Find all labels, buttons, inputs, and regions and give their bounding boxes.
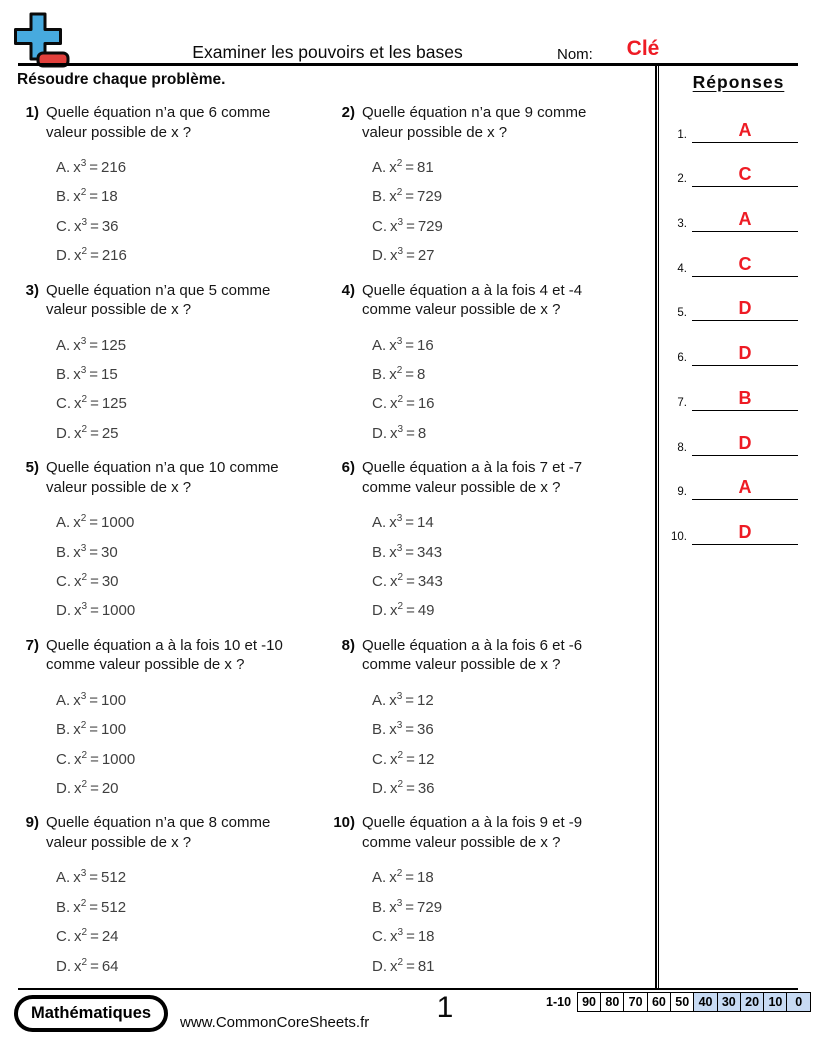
choice-equation: $x^2 = 1000$ <box>73 513 135 532</box>
problem-question: Quelle équation a à la fois 6 et -6 comme valeur possible de x ? <box>362 636 583 674</box>
instruction-text: Résoudre chaque problème. <box>17 71 226 88</box>
choice-label: C. <box>372 573 387 590</box>
problem-number: 9) <box>25 814 39 832</box>
choice-label: B. <box>56 188 71 206</box>
choice-label: A. <box>372 336 387 354</box>
answer-number: 3. <box>677 218 687 231</box>
answer-number: 7. <box>677 396 687 409</box>
answer-choice <box>372 417 648 446</box>
problem-number: 10) <box>333 814 355 832</box>
answer-choice <box>56 950 332 979</box>
answer-choice <box>372 565 648 594</box>
choice-label: C. <box>56 573 71 590</box>
choice-equation: $x^2 = 81$ <box>389 158 434 176</box>
choice-label: A. <box>372 514 387 532</box>
page-number: 1 <box>436 991 454 1024</box>
answer-row <box>661 143 816 188</box>
answer-choice <box>56 506 332 535</box>
problem-question: Quelle équation n’a que 9 comme valeur possible de x ? <box>362 104 587 141</box>
answer-choice <box>372 684 648 713</box>
choice-equation: $x^3 = 12$ <box>389 690 434 709</box>
problem-number: 3) <box>25 281 39 299</box>
problem-question: Quelle équation n’a que 10 comme valeur possible de x ? <box>46 459 279 496</box>
answer-choice <box>372 210 648 239</box>
problem-number: 7) <box>25 636 39 654</box>
choice-label: D. <box>56 424 71 442</box>
choice-label: D. <box>56 247 71 265</box>
answer-number: 5. <box>677 307 687 320</box>
choice-equation: $x^3 = 125$ <box>73 335 127 354</box>
score-cell: 90 <box>577 992 602 1012</box>
problem <box>332 636 648 814</box>
choice-equation: $x^3 = 343$ <box>389 542 443 561</box>
choice-equation: $x^2 = 18$ <box>389 868 434 887</box>
problem-question: Quelle équation a à la fois 9 et -9 comme valeur possible de x ? <box>362 814 583 851</box>
answer-value: B <box>692 387 798 411</box>
answer-row <box>661 366 816 411</box>
answer-choice <box>372 239 648 268</box>
problem-choices <box>372 684 648 802</box>
answer-number: 2. <box>677 173 687 186</box>
choice-label: C. <box>56 395 71 413</box>
answer-row <box>661 321 816 366</box>
score-cell: 40 <box>693 992 718 1012</box>
answer-value: C <box>692 253 798 277</box>
choice-label: B. <box>372 366 387 383</box>
score-cell: 0 <box>786 992 811 1012</box>
answer-value: A <box>692 476 798 500</box>
problem-body <box>46 281 332 447</box>
choice-equation: $x^3 = 15$ <box>73 365 118 383</box>
choice-label: D. <box>372 424 387 442</box>
choice-equation: $x^2 = 64$ <box>74 956 119 975</box>
answer-choice <box>372 594 648 623</box>
answer-choice <box>372 950 648 979</box>
answer-number: 8. <box>677 441 687 454</box>
choice-equation: $x^2 = 20$ <box>74 779 119 797</box>
answer-value: D <box>692 297 798 321</box>
problem <box>332 813 648 991</box>
answer-choice <box>56 713 332 742</box>
answer-choice <box>56 387 332 416</box>
choice-equation: $x^3 = 27$ <box>390 246 435 265</box>
answer-choice <box>56 329 332 358</box>
worksheet-title: Examiner les pouvoirs et les bases <box>192 42 463 62</box>
problem-choices <box>56 861 332 979</box>
score-cell: 10 <box>763 992 788 1012</box>
answer-choice <box>56 536 332 565</box>
answer-choice <box>372 772 648 801</box>
problem-number: 4) <box>341 281 355 299</box>
choice-equation: $x^3 = 216$ <box>73 158 127 176</box>
choice-label: D. <box>372 247 387 265</box>
problems-grid <box>16 103 648 991</box>
choice-label: A. <box>56 514 71 532</box>
choice-equation: $x^3 = 729$ <box>390 216 443 235</box>
problem <box>16 103 332 281</box>
choice-label: A. <box>372 869 387 887</box>
score-range-label: 1-10 <box>546 995 572 1009</box>
choice-label: A. <box>56 691 71 709</box>
choice-label: B. <box>56 543 71 561</box>
problem-choices <box>56 684 332 802</box>
subject-badge <box>14 995 168 1032</box>
choice-equation: $x^2 = 36$ <box>390 779 435 797</box>
choice-label: A. <box>372 159 387 176</box>
score-cell: 80 <box>600 992 625 1012</box>
choice-equation: $x^3 = 100$ <box>73 690 127 709</box>
choice-label: C. <box>56 217 71 235</box>
answer-number: 10. <box>671 530 687 543</box>
problem-body <box>362 458 648 624</box>
answer-choice <box>56 861 332 890</box>
choice-label: D. <box>56 602 71 620</box>
answer-number: 9. <box>677 486 687 499</box>
choice-label: D. <box>56 957 71 975</box>
problem-choices <box>372 151 648 269</box>
answer-choice <box>56 772 332 801</box>
choice-equation: $x^2 = 81$ <box>390 956 435 975</box>
answer-choice <box>372 891 648 920</box>
problem-body <box>362 281 648 447</box>
answer-number: 4. <box>677 262 687 275</box>
answer-value: D <box>692 432 798 456</box>
answer-number: 1. <box>677 128 687 141</box>
problem-choices <box>372 506 648 624</box>
choice-label: A. <box>372 691 387 709</box>
score-cell: 30 <box>717 992 742 1012</box>
answer-row <box>661 456 816 501</box>
problem-question: Quelle équation a à la fois 7 et -7 comme valeur possible de x ? <box>362 459 583 496</box>
answer-choice <box>56 239 332 268</box>
answers-divider <box>655 66 659 989</box>
answer-choice <box>56 594 332 623</box>
score-cell: 60 <box>647 992 672 1012</box>
choice-label: A. <box>56 159 71 176</box>
choice-label: D. <box>372 602 387 620</box>
problem-body <box>362 636 648 802</box>
choice-equation: $x^2 = 49$ <box>390 601 435 620</box>
problem-body <box>46 636 332 802</box>
choice-equation: $x^2 = 100$ <box>73 720 127 739</box>
choice-label: A. <box>56 336 71 354</box>
problem-choices <box>56 329 332 447</box>
score-cells <box>578 992 811 1012</box>
answer-choice <box>372 920 648 949</box>
problem <box>332 103 648 281</box>
choice-label: D. <box>372 957 387 975</box>
problem <box>16 636 332 814</box>
problem-body <box>46 103 332 269</box>
answer-row <box>661 232 816 277</box>
choice-label: B. <box>372 188 387 206</box>
answer-choice <box>56 920 332 949</box>
answer-choice <box>372 180 648 209</box>
problem-question: Quelle équation a à la fois 4 et -4 comme valeur possible de x ? <box>362 281 583 319</box>
answer-choice <box>372 358 648 387</box>
choice-label: C. <box>372 395 387 413</box>
answer-choice <box>372 713 648 742</box>
answer-value: D <box>692 521 798 545</box>
problem-choices <box>372 329 648 447</box>
problem-question: Quelle équation n’a que 5 comme valeur possible de x ? <box>46 281 271 319</box>
problem-question: Quelle équation n’a que 8 comme valeur possible de x ? <box>46 814 271 851</box>
choice-label: C. <box>372 217 387 235</box>
score-cell: 20 <box>740 992 765 1012</box>
choice-equation: $x^3 = 30$ <box>73 542 118 561</box>
choice-equation: $x^3 = 36$ <box>74 216 119 235</box>
score-cell: 50 <box>670 992 695 1012</box>
name-value: Clé <box>626 37 660 60</box>
choice-label: C. <box>372 750 387 768</box>
problem-number: 8) <box>341 636 355 654</box>
choice-label: D. <box>372 780 387 797</box>
choice-equation: $x^2 = 512$ <box>73 897 127 916</box>
choice-equation: $x^3 = 36$ <box>389 720 434 739</box>
problem-body <box>46 458 332 624</box>
problem-number: 5) <box>25 459 39 477</box>
answer-row <box>661 277 816 322</box>
subject-badge-label: Mathématiques <box>18 999 164 1028</box>
choice-equation: $x^3 = 16$ <box>389 335 434 354</box>
choice-equation: $x^2 = 1000$ <box>74 749 136 768</box>
problem-number: 2) <box>341 104 355 121</box>
answer-choice <box>56 210 332 239</box>
problem-question: Quelle équation a à la fois 10 et -10 comme valeur possible de x ? <box>46 636 283 674</box>
answer-choice <box>56 151 332 180</box>
answers-panel <box>661 66 816 545</box>
choice-equation: $x^2 = 24$ <box>74 927 119 946</box>
choice-equation: $x^2 = 18$ <box>73 187 118 206</box>
choice-equation: $x^2 = 30$ <box>74 572 119 590</box>
choice-equation: $x^2 = 8$ <box>389 365 426 383</box>
answer-value: A <box>692 119 798 143</box>
problem-number: 1) <box>25 104 39 121</box>
answer-choice <box>372 861 648 890</box>
score-cell: 70 <box>623 992 648 1012</box>
problem <box>16 281 332 459</box>
choice-label: B. <box>372 543 387 561</box>
answer-choice <box>372 506 648 535</box>
choice-equation: $x^2 = 216$ <box>74 246 127 265</box>
answer-choice <box>56 417 332 446</box>
footer-rule <box>18 988 798 990</box>
answer-choice <box>56 684 332 713</box>
answer-choice <box>56 891 332 920</box>
answer-value: A <box>692 208 798 232</box>
answer-value: D <box>692 342 798 366</box>
choice-equation: $x^2 = 125$ <box>74 394 127 413</box>
choice-label: B. <box>56 898 71 916</box>
choice-equation: $x^2 = 343$ <box>390 572 443 590</box>
answer-choice <box>56 180 332 209</box>
choice-equation: $x^3 = 8$ <box>390 423 427 442</box>
choice-equation: $x^3 = 512$ <box>73 868 127 887</box>
problem <box>16 458 332 636</box>
problem-body <box>362 813 648 979</box>
choice-equation: $x^3 = 18$ <box>390 927 435 946</box>
problem-choices <box>372 861 648 979</box>
answer-choice <box>372 329 648 358</box>
answer-row <box>661 500 816 545</box>
answer-row <box>661 411 816 456</box>
answer-choice <box>372 151 648 180</box>
answer-row <box>661 98 816 143</box>
choice-equation: $x^2 = 16$ <box>390 394 435 413</box>
choice-equation: $x^2 = 12$ <box>390 749 435 768</box>
answer-value: C <box>692 163 798 187</box>
choice-equation: $x^2 = 25$ <box>74 423 119 442</box>
choice-equation: $x^3 = 14$ <box>389 513 434 532</box>
website-url: www.CommonCoreSheets.fr <box>180 1014 370 1031</box>
choice-label: B. <box>372 721 387 739</box>
choice-label: C. <box>56 750 71 768</box>
answers-list <box>661 98 816 545</box>
problem-body <box>362 103 648 269</box>
choice-equation: $x^3 = 1000$ <box>74 601 136 620</box>
choice-label: B. <box>372 898 387 916</box>
problem <box>332 281 648 459</box>
choice-label: A. <box>56 869 71 887</box>
name-label: Nom: <box>557 46 593 63</box>
answer-choice <box>372 536 648 565</box>
choice-equation: $x^3 = 729$ <box>389 897 443 916</box>
problem <box>332 458 648 636</box>
answers-title: Réponses <box>692 72 785 92</box>
answer-choice <box>56 743 332 772</box>
answer-choice <box>372 743 648 772</box>
choice-label: C. <box>372 928 387 946</box>
choice-label: D. <box>56 780 71 797</box>
problem-body <box>46 813 332 979</box>
choice-equation: $x^2 = 729$ <box>389 187 443 206</box>
problem <box>16 813 332 991</box>
choice-label: B. <box>56 366 71 383</box>
score-table <box>546 992 811 1012</box>
problem-number: 6) <box>341 459 355 477</box>
choice-label: C. <box>56 928 71 946</box>
problem-choices <box>56 506 332 624</box>
answer-number: 6. <box>677 352 687 365</box>
answer-choice <box>56 358 332 387</box>
problem-choices <box>56 151 332 269</box>
answer-choice <box>56 565 332 594</box>
problem-question: Quelle équation n’a que 6 comme valeur possible de x ? <box>46 104 271 141</box>
answer-choice <box>372 387 648 416</box>
choice-label: B. <box>56 721 71 739</box>
answer-row <box>661 187 816 232</box>
